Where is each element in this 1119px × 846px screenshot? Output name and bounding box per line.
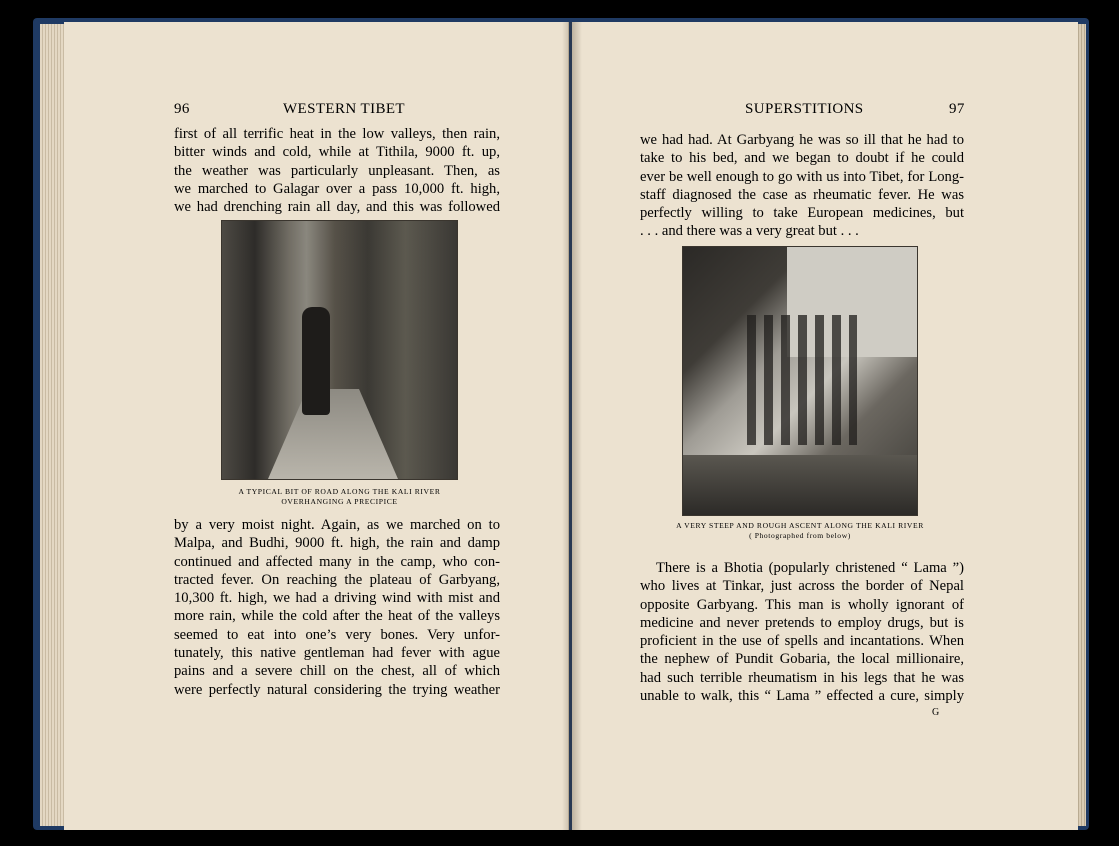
text-line: more rain, while the cold after the heat of the valleys [174, 608, 500, 625]
text-line: by a very moist night. Again, as we marched on to [174, 517, 500, 533]
signature-mark: G [932, 707, 940, 718]
text-line: perfectly willing to take European medicines, but [640, 205, 964, 222]
text-line: . . . and there was a very great but . . . [640, 223, 859, 240]
caption-line: ( Photographed from below) [749, 531, 851, 540]
text-line: bitter winds and cold, while at Tithila, 9000 ft. up, [174, 144, 500, 161]
text-line: were perfectly natural considering the trying weather [174, 681, 500, 698]
right-paragraph-2 [640, 559, 964, 705]
text-line: staff diagnosed the case as rheumatic fever. He was [640, 186, 964, 203]
text-line: the weather was particularly unpleasant. Then, as [174, 162, 500, 179]
text-line: ever be well enough to go with us into Tibet, for Long- [640, 168, 964, 185]
text-line: had such terrible rheumatism in his legs that he was [640, 669, 964, 686]
caption-line: A VERY STEEP AND ROUGH ASCENT ALONG THE KALI RIVER [676, 521, 924, 530]
text-line: tracted fever. On reaching the plateau of Garbyang, [174, 571, 500, 588]
left-paragraph-1 [174, 125, 500, 216]
photo-steep-ascent-kali-river [682, 246, 918, 516]
photo-road-along-kali-river [221, 220, 458, 480]
photo-road-path [268, 389, 398, 479]
text-line: 10,300 ft. high, we had a driving wind with mist and [174, 590, 500, 607]
caption-line: OVERHANGING A PRECIPICE [281, 497, 398, 506]
text-line: who lives at Tinkar, just across the border of Nepal [640, 578, 964, 595]
text-line: unable to walk, this “ Lama ” effected a cure, simply [640, 688, 964, 705]
text-line: There is a Bhotia (popularly christened “ Lama ”) [656, 560, 964, 576]
photo-standing-figure [302, 307, 330, 415]
right-photo-caption [652, 521, 948, 541]
text-line: tunately, this native gentleman had fever with ague [174, 645, 500, 662]
text-line: we had drenching rain all day, and this was followed [174, 199, 500, 216]
text-line: the nephew of Pundit Gobaria, the local millionaire, [640, 651, 964, 668]
right-page-number: 97 [949, 101, 965, 117]
text-line: first of all terrific heat in the low valleys, then rain, [174, 126, 500, 142]
text-line: take to his bed, and we began to doubt if he could [640, 150, 964, 167]
text-line: proficient in the use of spells and incantations. When [640, 633, 964, 650]
photo-porters [747, 315, 857, 445]
text-line: Malpa, and Budhi, 9000 ft. high, the rain and damp [174, 535, 500, 552]
right-running-head: SUPERSTITIONS [745, 101, 864, 117]
left-paragraph-2 [174, 516, 500, 699]
left-page-number: 96 [174, 101, 190, 117]
text-line: seemed to eat into one’s very bones. Very unfor- [174, 626, 500, 643]
book-gutter [562, 22, 582, 830]
photo-rocks [683, 455, 917, 515]
caption-line: A TYPICAL BIT OF ROAD ALONG THE KALI RIVER [238, 487, 441, 496]
text-line: pains and a severe chill on the chest, all of which [174, 663, 500, 680]
right-paragraph-1 [640, 131, 964, 241]
text-line: we had had. At Garbyang he was so ill that he had to [640, 132, 964, 148]
left-photo-caption [221, 487, 458, 507]
text-line: opposite Garbyang. This man is wholly ignorant of [640, 596, 964, 613]
text-line: we marched to Galagar over a pass 10,000 ft. high, [174, 180, 500, 197]
text-line: continued and affected many in the camp, who con- [174, 553, 500, 570]
left-page-edges [40, 24, 66, 826]
left-running-head: WESTERN TIBET [283, 101, 405, 117]
text-line: medicine and never pretends to employ drugs, but is [640, 614, 964, 631]
